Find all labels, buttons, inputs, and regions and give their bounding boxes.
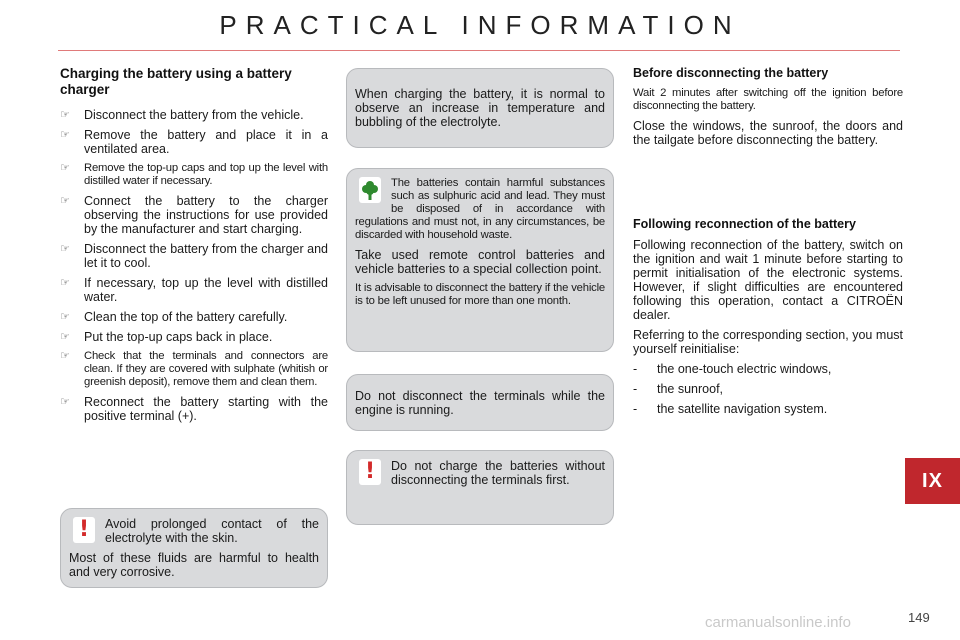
page-title: PRACTICAL INFORMATION <box>219 10 741 40</box>
list-item: ☞ Disconnect the battery from the charger and let it to cool. <box>60 242 328 270</box>
list-item: ☞ Disconnect the battery from the vehicle. <box>60 108 304 122</box>
tree-environment-icon <box>361 179 379 201</box>
list-item: ☞ Connect the battery to the charger observing the instructions for use provided by the manufacturer and start charging. <box>60 194 328 236</box>
exclamation-warning-icon: ! <box>73 517 95 543</box>
info-box-environment <box>346 168 614 352</box>
pointing-hand-icon: ☞ <box>60 277 70 289</box>
chapter-tab[interactable]: IX <box>905 458 960 504</box>
info-text: Take used remote control batteries and vehicle batteries to a special collection point. <box>355 248 605 276</box>
title-divider <box>58 50 900 51</box>
paragraph: Referring to the corresponding section, you must yourself reinitialise: <box>633 328 903 356</box>
paragraph: Close the windows, the sunroof, the doors and the tailgate before disconnecting the battery. <box>633 119 903 147</box>
right-column <box>633 66 903 422</box>
pointing-hand-icon: ☞ <box>60 162 70 174</box>
warning-text: Avoid prolonged contact of the electrolyte with the skin. <box>105 517 319 545</box>
info-text: The batteries contain harmful substances such as sulphuric acid and lead. They must be disposed of in accordance with regulations and must not, in any circumstances, be discarded with household waste. <box>355 177 605 241</box>
left-column <box>60 66 328 429</box>
list-item: ☞ If necessary, top up the level with distilled water. <box>60 276 328 304</box>
exclamation-warning-icon: ! <box>359 459 381 485</box>
list-item: ☞ Clean the top of the battery carefully. <box>60 310 288 324</box>
pointing-hand-icon: ☞ <box>60 195 70 207</box>
list-item: ☞ Remove the battery and place it in a ventilated area. <box>60 128 328 156</box>
list-item: - the satellite navigation system. <box>633 402 828 416</box>
warning-text: Do not charge the batteries without disconnecting the terminals first. <box>391 459 605 487</box>
list-item: ☞ Remove the top-up caps and top up the level with distilled water if necessary. <box>60 162 328 187</box>
tree-environment-icon <box>359 177 381 203</box>
warning-box-electrolyte <box>60 508 328 588</box>
pointing-hand-icon: ☞ <box>60 331 70 343</box>
charging-steps-list <box>60 108 328 423</box>
section-heading-after: Following reconnection of the battery <box>633 217 856 231</box>
warning-box-charge <box>346 450 614 525</box>
pointing-hand-icon: ☞ <box>60 109 70 121</box>
section-heading-before: Before disconnecting the battery <box>633 66 829 80</box>
pointing-hand-icon: ☞ <box>60 350 70 362</box>
info-text: When charging the battery, it is normal to observe an increase in temperature and bubbling of the electrolyte. <box>355 87 605 129</box>
list-item: - the sunroof, <box>633 382 724 396</box>
info-text: It is advisable to disconnect the battery if the vehicle is to be left unused for more than one month. <box>355 282 605 307</box>
list-item: ☞ Check that the terminals and connectors are clean. If they are covered with sulphate (whitish or greenish deposit), remove them and clean them. <box>60 350 328 388</box>
info-box-charging-heat <box>346 68 614 148</box>
pointing-hand-icon: ☞ <box>60 243 70 255</box>
pointing-hand-icon: ☞ <box>60 129 70 141</box>
paragraph: Following reconnection of the battery, switch on the ignition and wait 1 minute before starting to permit initialisation of the electronic systems. However, if slight difficulties are encountered following this operation, contact a CITROËN dealer. <box>633 238 903 322</box>
list-item: - the one-touch electric windows, <box>633 362 832 376</box>
info-box-terminals <box>346 374 614 431</box>
info-text: Do not disconnect the terminals while the engine is running. <box>355 389 605 417</box>
pointing-hand-icon: ☞ <box>60 396 70 408</box>
watermark: carmanualsonline.info <box>705 614 851 631</box>
section-heading-charging: Charging the battery using a battery charger <box>60 66 292 97</box>
list-item: ☞ Reconnect the battery starting with the positive terminal (+). <box>60 395 328 423</box>
list-item: ☞ Put the top-up caps back in place. <box>60 330 273 344</box>
warning-text: Most of these fluids are harmful to health and very corrosive. <box>69 551 319 579</box>
page-number: 149 <box>908 610 930 625</box>
reinitialise-list <box>633 362 903 416</box>
paragraph: Wait 2 minutes after switching off the ignition before disconnecting the battery. <box>633 87 903 112</box>
pointing-hand-icon: ☞ <box>60 311 70 323</box>
